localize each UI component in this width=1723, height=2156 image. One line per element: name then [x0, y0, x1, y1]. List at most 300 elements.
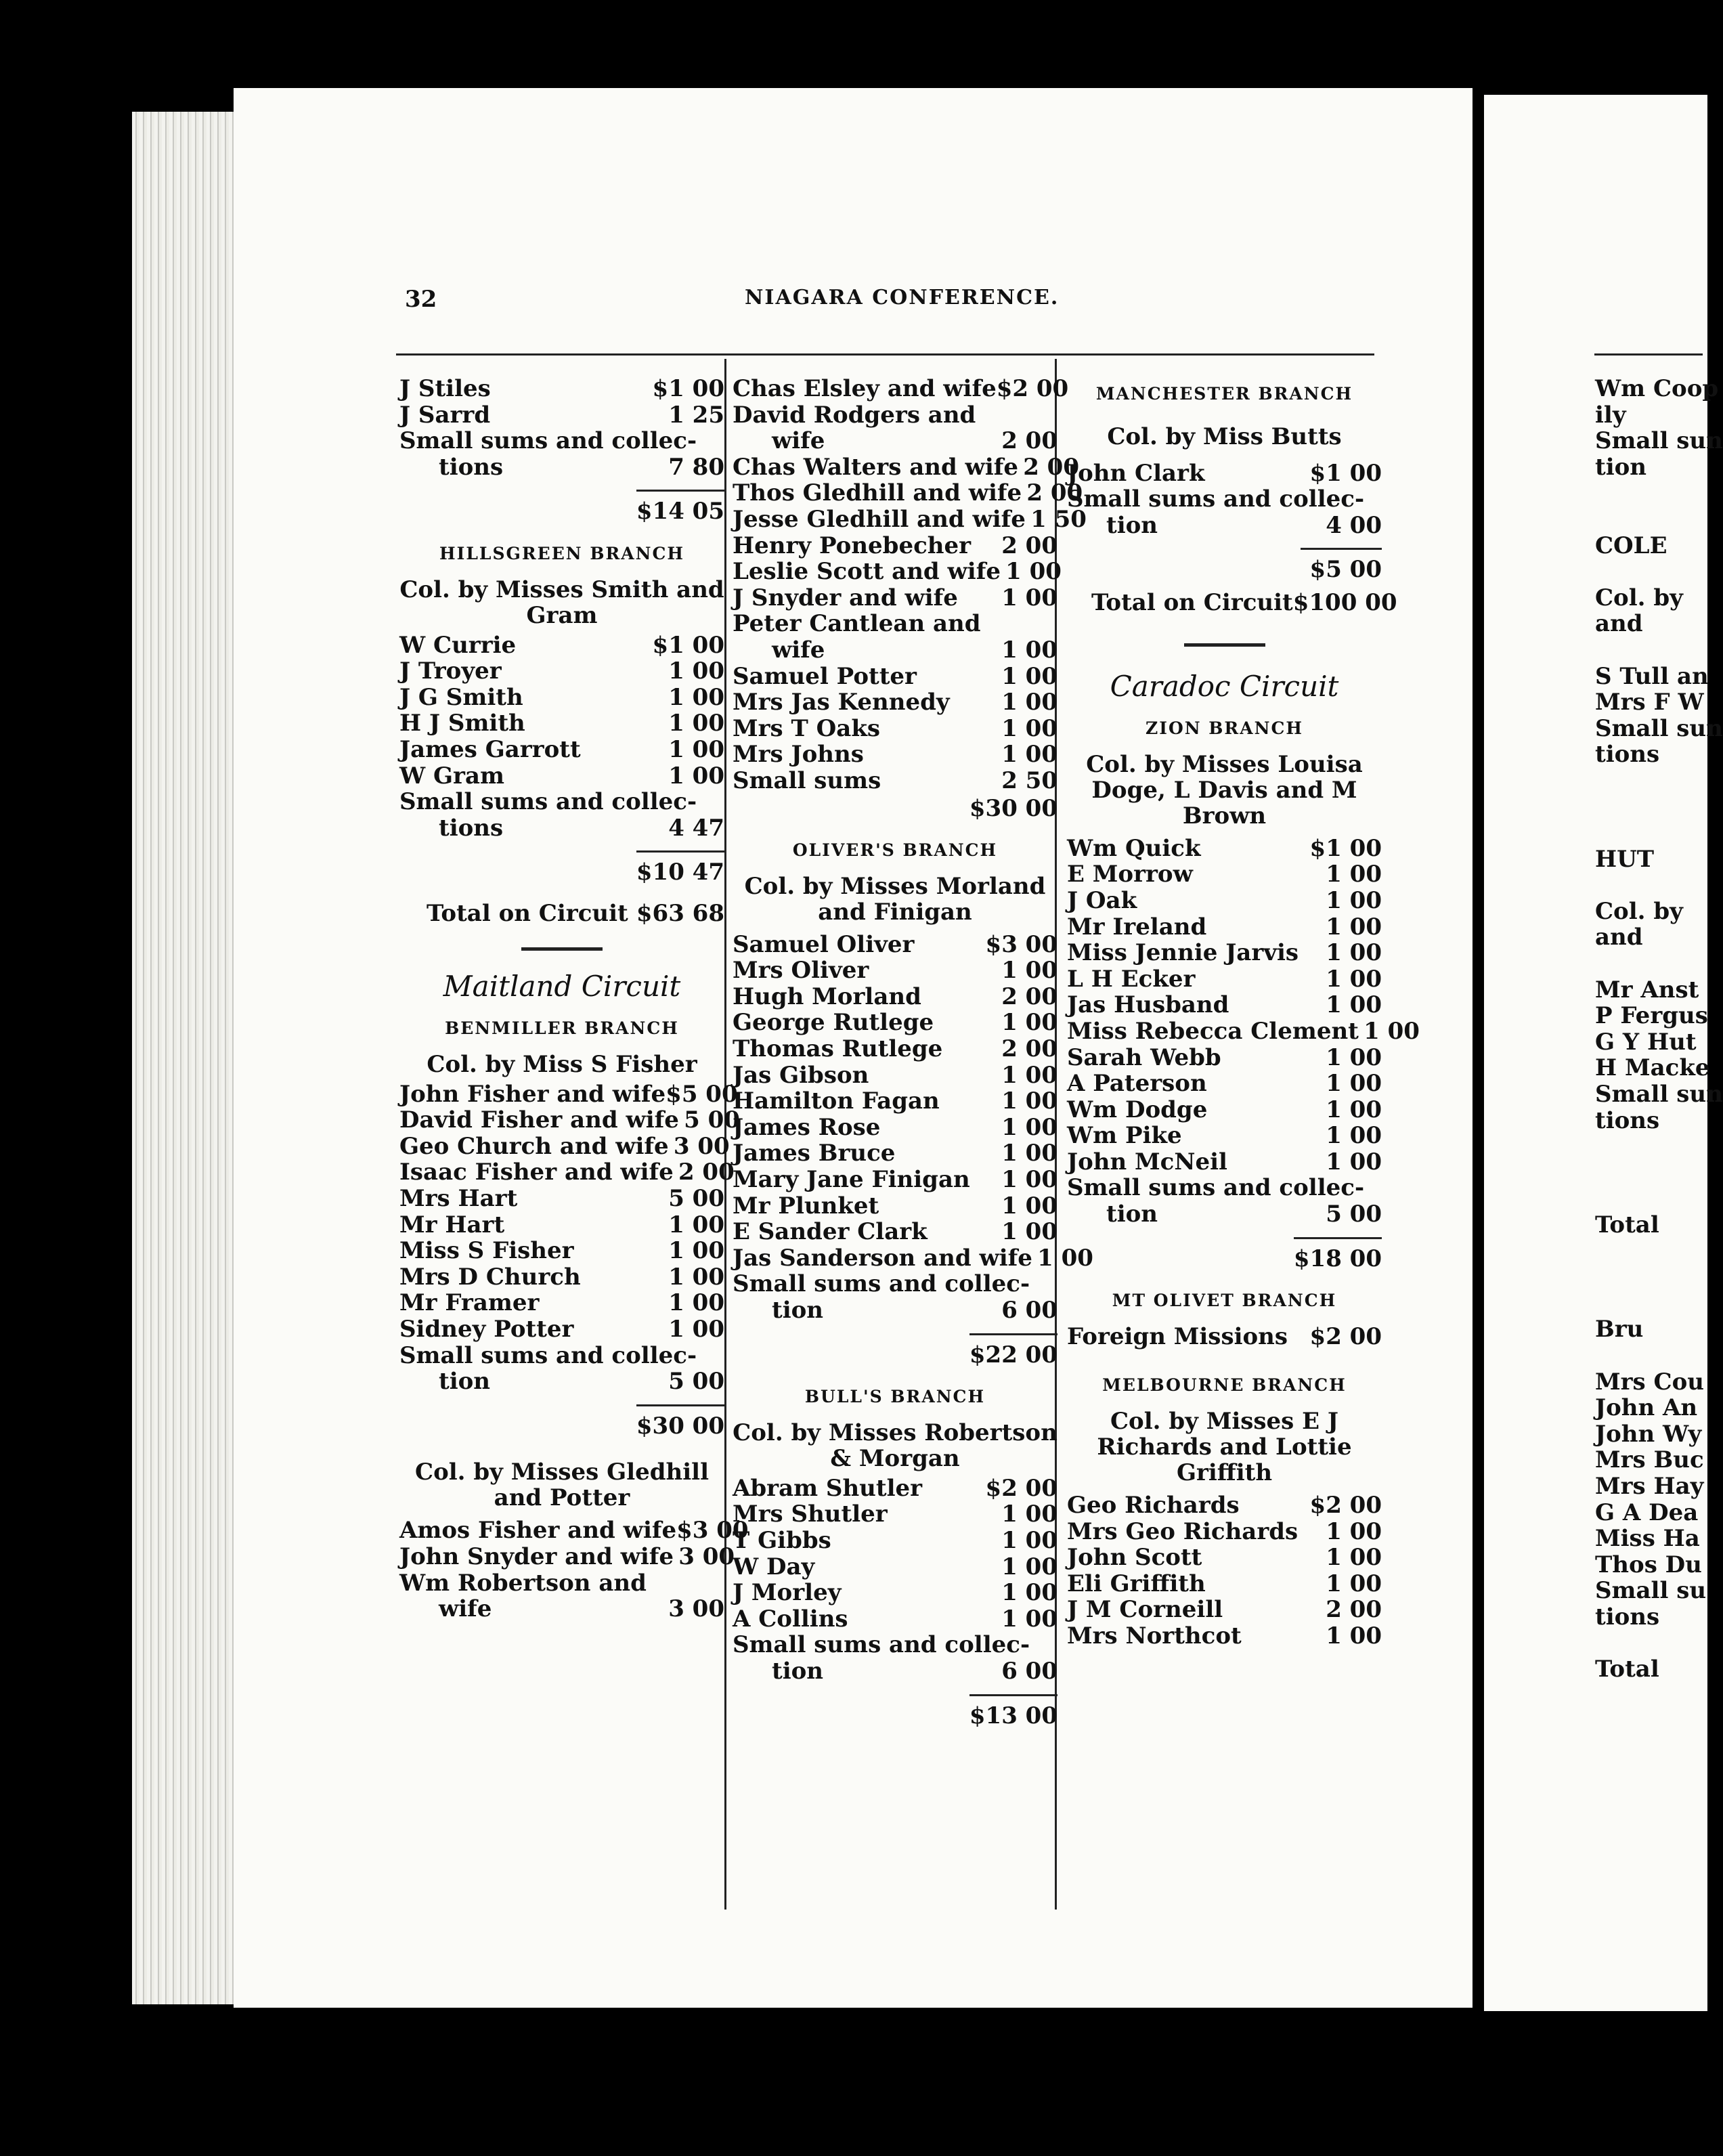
amount: 5 00 [1326, 1201, 1382, 1228]
donor-name: Mrs Jas Kennedy [733, 689, 950, 716]
fragment-line [1595, 1160, 1723, 1186]
donor-name: James Rose [733, 1113, 881, 1141]
ledger-row [1067, 1149, 1382, 1176]
amount: 3 00 [668, 1595, 724, 1623]
donor-name: Geo Church and wife [399, 1132, 669, 1160]
ledger-row [733, 1528, 1057, 1554]
ledger-row [733, 768, 1057, 794]
page-number: 32 [405, 286, 437, 313]
ledger-row [1067, 513, 1382, 539]
amount: 3 00 [673, 1132, 730, 1160]
ledger-row [1067, 1175, 1382, 1201]
donor-name: John Clark [1067, 459, 1205, 487]
amount: 2 00 [1001, 532, 1057, 559]
fragment-line: ily [1595, 401, 1626, 429]
donor-name: wife [772, 427, 825, 455]
donor-name: Small sums and collec- [733, 1631, 1030, 1659]
amount: 2 50 [1001, 767, 1057, 794]
amount: 4 47 [668, 814, 724, 842]
fragment-line: Small sun [1595, 714, 1723, 742]
ledger-row [1067, 1201, 1382, 1228]
fragment-line: tion [1595, 453, 1647, 481]
donor-name: tions [439, 814, 504, 842]
fragment-line: Mrs Buc [1595, 1446, 1704, 1474]
fragment-line: and [1595, 924, 1643, 951]
donor-name: John Snyder and wife [399, 1543, 674, 1570]
fragment-line [1595, 1631, 1723, 1657]
amount: 1 00 [668, 1211, 724, 1238]
branch-heading: BENMILLER BRANCH [445, 1018, 679, 1039]
donor-name: W Day [733, 1553, 815, 1580]
ledger-row [399, 1264, 724, 1291]
ledger-row [399, 1543, 735, 1570]
fragment-line: Mrs Cou [1595, 1368, 1704, 1396]
ledger-row [1067, 1071, 1382, 1097]
amount: 1 25 [668, 401, 724, 429]
ledger-row [733, 1658, 1057, 1685]
amount: 2 00 [678, 1159, 735, 1186]
donor-name: A Paterson [1067, 1070, 1207, 1098]
amount: $1 00 [652, 375, 724, 402]
fragment-line: Small sun [1595, 427, 1723, 455]
donor-name: Wm Quick [1067, 834, 1201, 862]
branch-heading: OLIVER'S BRANCH [792, 840, 998, 861]
ledger-row [399, 763, 724, 790]
amount: 1 00 [1001, 957, 1057, 985]
donor-name: Foreign Missions [1067, 1322, 1288, 1350]
donor-name: Small sums and collec- [399, 788, 697, 816]
donor-name: J G Smith [399, 683, 523, 711]
ledger-row [733, 453, 1079, 481]
donor-name: J Snyder and wife [733, 584, 958, 611]
amount: 6 00 [1001, 1297, 1057, 1324]
amount: $2 00 [996, 375, 1069, 402]
donor-name: Wm Dodge [1067, 1096, 1208, 1123]
subtotal: $14 05 [636, 490, 724, 525]
ledger-row [733, 957, 1057, 984]
amount [1364, 1175, 1425, 1201]
ledger-row [733, 1010, 1057, 1036]
fragment-line: Thos Du [1595, 1551, 1702, 1578]
amount: 2 00 [1001, 427, 1057, 455]
ledger-row [399, 710, 724, 737]
fragment-line [1595, 951, 1723, 977]
amount: 1 00 [1001, 714, 1057, 742]
amount: 1 00 [1001, 584, 1057, 611]
fragment-line: HUT [1595, 845, 1655, 873]
donor-name: Wm Robertson and [399, 1569, 647, 1597]
branch-heading: ZION BRANCH [1146, 718, 1303, 739]
amount: 1 00 [1001, 1526, 1057, 1554]
fragment-line: tions [1595, 1603, 1660, 1631]
donor-name: J Stiles [399, 375, 491, 402]
amount: 1 00 [1001, 1218, 1057, 1246]
donor-name: Miss S Fisher [399, 1237, 574, 1265]
donor-name: Eli Griffith [1067, 1570, 1206, 1597]
collectors-line: Col. by Misses Louisa Doge, L Davis and M Brown [1086, 750, 1363, 829]
amount: $2 00 [1309, 1322, 1382, 1350]
ledger-row [399, 1290, 724, 1316]
amount: 1 00 [1037, 1244, 1093, 1272]
donor-name: Mr Ireland [1067, 913, 1207, 941]
donor-name: J Morley [733, 1579, 842, 1607]
subtotal: $10 47 [636, 850, 724, 886]
circuit-total-label: Total on Circuit [427, 899, 628, 927]
circuit-heading: Caradoc Circuit [1110, 669, 1339, 703]
amount: 2 00 [1001, 1035, 1057, 1063]
donor-name: Mr Framer [399, 1289, 540, 1317]
branch-heading: BULL'S BRANCH [804, 1387, 986, 1407]
ledger-row [399, 1212, 724, 1238]
amount: 1 00 [1001, 689, 1057, 716]
amount: 1 00 [1326, 886, 1382, 914]
amount: 1 00 [1001, 1140, 1057, 1167]
amount: 1 00 [1326, 1544, 1382, 1572]
ledger-row [399, 1570, 724, 1597]
ledger-row [1067, 1519, 1382, 1545]
ledger-row [399, 1596, 724, 1622]
subtotal: $5 00 [1301, 548, 1382, 583]
ledger-row [733, 1167, 1057, 1193]
donor-name: Mr Plunket [733, 1192, 879, 1220]
amount: 1 00 [1326, 991, 1382, 1019]
amount: $3 00 [676, 1517, 749, 1545]
donor-name: tion [1106, 1201, 1158, 1228]
ledger-row [733, 1115, 1057, 1141]
ledger-row [399, 658, 724, 685]
fragment-line: P Fergus [1595, 1002, 1708, 1030]
ledger-row [399, 1238, 724, 1264]
amount: $2 00 [1309, 1492, 1382, 1519]
ledger-row [399, 1106, 740, 1134]
donor-name: Sarah Webb [1067, 1043, 1221, 1071]
ledger-row [399, 1316, 724, 1343]
ledger-row [733, 428, 1057, 454]
fragment-line [1595, 1343, 1723, 1369]
donor-name: Thos Gledhill and wife [733, 479, 1022, 507]
amount: 2 00 [1326, 1596, 1382, 1624]
amount: 1 00 [1001, 1605, 1057, 1633]
donor-name: J Sarrd [399, 401, 491, 429]
fragment-line [1595, 1186, 1723, 1212]
ledger-row [733, 689, 1057, 716]
ledger-row [1067, 1492, 1382, 1519]
fragment-line: Mr Anst [1595, 976, 1699, 1004]
circuit-total-row [1067, 588, 1397, 616]
donor-name: Jas Gibson [733, 1061, 869, 1089]
ledger-row [1067, 914, 1382, 941]
circuit-total-label: Total on Circuit [1091, 588, 1293, 616]
ledger-row [733, 932, 1057, 958]
collectors-line: Col. by Misses Smith and Gram [399, 576, 724, 629]
header-rule [396, 353, 1374, 355]
donor-name: Henry Ponebecher [733, 532, 972, 559]
section-separator [1184, 643, 1265, 647]
amount: 1 00 [1326, 1148, 1382, 1176]
donor-name: George Rutlege [733, 1009, 934, 1037]
amount: 3 00 [678, 1543, 735, 1570]
donor-name: Jas Husband [1067, 991, 1229, 1019]
donor-name: Chas Elsley and wife [733, 375, 997, 402]
amount: 1 00 [1001, 1553, 1057, 1580]
amount: 1 00 [1326, 1517, 1382, 1545]
amount: $1 00 [1309, 459, 1382, 487]
donor-name: E Sander Clark [733, 1218, 928, 1246]
ledger-row [399, 1368, 724, 1395]
donor-name: Small sums and collec- [733, 1270, 1030, 1298]
ledger-row [733, 1193, 1057, 1220]
subtotal: $30 00 [636, 1404, 724, 1440]
ledger-row [733, 1036, 1057, 1062]
donor-name: Peter Cantlean and [733, 610, 981, 638]
column-2 [733, 375, 1093, 1729]
fragment-line: Col. by [1595, 897, 1683, 925]
donor-name: Hugh Morland [733, 983, 921, 1010]
fragment-line: John Wy [1595, 1420, 1702, 1448]
amount [997, 402, 1057, 429]
ledger-row [399, 632, 724, 659]
donor-name: H J Smith [399, 710, 525, 737]
ledger-row [733, 1475, 1057, 1502]
amount: 1 00 [1326, 861, 1382, 888]
ledger-row [1067, 1597, 1382, 1623]
ledger-row [733, 1580, 1057, 1606]
donor-name: Small sums and collec- [1067, 486, 1365, 513]
donor-name: Mrs Johns [733, 741, 864, 769]
donor-name: tions [439, 453, 504, 481]
fragment-line: Col. by [1595, 584, 1683, 611]
ledger-row [1067, 486, 1382, 513]
amount: 1 00 [1001, 1087, 1057, 1115]
fragment-line: Miss Ha [1595, 1525, 1700, 1553]
amount: 2 00 [1026, 479, 1083, 507]
ledger-row [733, 533, 1057, 559]
ledger-row [1067, 1571, 1382, 1597]
fragment-line [1595, 872, 1723, 899]
amount: 1 00 [1001, 1579, 1057, 1607]
ledger-row [733, 505, 1087, 533]
collectors-line: Col. by Misses Morland and Finigan [744, 872, 1046, 926]
donor-name: Isaac Fisher and wife [399, 1159, 674, 1186]
ledger-row [1067, 1045, 1382, 1071]
fragment-line: tions [1595, 741, 1660, 769]
ledger-row [733, 1140, 1057, 1167]
donor-name: Mrs Oliver [733, 957, 869, 985]
donor-name: John McNeil [1067, 1148, 1227, 1176]
ledger-row [399, 1186, 724, 1212]
donor-name: Small sums and collec- [1067, 1174, 1365, 1202]
ledger-row [1067, 1017, 1420, 1045]
ledger-row [1067, 1623, 1382, 1650]
circuit-total-amount: $100 00 [1292, 588, 1397, 616]
amount: 2 00 [1001, 983, 1057, 1010]
ledger-row [733, 984, 1057, 1010]
fragment-line [1595, 820, 1723, 846]
book-page-edges [132, 112, 250, 2004]
fragment-line [1595, 1238, 1723, 1265]
amount: 1 00 [1326, 913, 1382, 941]
ledger-row [733, 1062, 1057, 1089]
fragment-line: G Y Hut [1595, 1028, 1697, 1056]
ledger-row [1067, 1545, 1382, 1571]
fragment-line [1595, 1134, 1723, 1160]
fragment-line [1595, 480, 1723, 506]
circuit-heading: Maitland Circuit [443, 969, 681, 1003]
amount: 5 00 [684, 1106, 740, 1134]
fragment-line: and [1595, 610, 1643, 638]
amount: 1 00 [668, 735, 724, 763]
amount: 1 00 [668, 657, 724, 685]
donor-name: Samuel Oliver [733, 930, 915, 958]
donor-name: Sidney Potter [399, 1316, 574, 1343]
donor-name: Abram Shutler [733, 1474, 923, 1502]
donor-name: James Garrott [399, 735, 581, 763]
amount: 1 00 [1326, 965, 1382, 993]
subtotal: $13 00 [969, 1694, 1057, 1729]
ledger-row [1067, 966, 1382, 993]
fragment-line [1595, 559, 1723, 585]
donor-name: Small sums [733, 767, 881, 794]
amount: 1 00 [1001, 662, 1057, 690]
amount: 1 00 [1001, 1113, 1057, 1141]
donor-name: Mrs Hart [399, 1185, 518, 1213]
donor-name: Chas Walters and wife [733, 453, 1018, 481]
amount: 1 00 [1326, 1570, 1382, 1597]
ledger-row [399, 1080, 738, 1108]
ledger-row [733, 1297, 1057, 1324]
ledger-row [733, 664, 1057, 690]
amount: 1 00 [1001, 1009, 1057, 1037]
ledger-row [1067, 1097, 1382, 1123]
donor-name: Jas Sanderson and wife [733, 1244, 1032, 1272]
donor-name: Mrs D Church [399, 1263, 581, 1291]
amount [997, 611, 1057, 637]
amount: $5 00 [666, 1080, 738, 1108]
donor-name: James Bruce [733, 1140, 896, 1167]
amount: 1 00 [668, 1263, 724, 1291]
donor-name: wife [439, 1595, 492, 1623]
donor-name: Mrs T Oaks [733, 714, 881, 742]
fragment-line: G A Dea [1595, 1499, 1699, 1526]
fragment-line [1595, 794, 1723, 821]
branch-heading: MELBOURNE BRANCH [1102, 1375, 1347, 1396]
branch-heading: MANCHESTER BRANCH [1095, 384, 1353, 404]
fragment-line: Mrs Hay [1595, 1472, 1704, 1500]
amount: $1 00 [1309, 834, 1382, 862]
donor-name: Samuel Potter [733, 662, 917, 690]
section-separator [521, 947, 603, 951]
ledger-row [733, 375, 1069, 402]
ledger-row [733, 1088, 1057, 1115]
amount: 1 00 [1001, 1192, 1057, 1220]
amount: $1 00 [652, 631, 724, 659]
ledger-row [399, 1517, 749, 1545]
ledger-row [1067, 940, 1382, 966]
ledger-row [733, 637, 1057, 664]
ledger-row [733, 1554, 1057, 1580]
collectors-line: Col. by Miss Butts [1107, 423, 1342, 450]
ledger-row [399, 402, 724, 429]
fragment-line: S Tull an [1595, 662, 1709, 690]
donor-name: Wm Pike [1067, 1122, 1182, 1150]
amount: 1 00 [1326, 1070, 1382, 1098]
fragment-line: Small su [1595, 1577, 1707, 1605]
amount: 5 00 [668, 1368, 724, 1396]
donor-name: Miss Jennie Jarvis [1067, 939, 1299, 967]
donor-name: W Gram [399, 762, 504, 790]
collectors-line: Col. by Misses Robertson & Morgan [733, 1419, 1057, 1472]
ledger-row [399, 789, 724, 815]
fragment-line: Mrs F W [1595, 689, 1704, 716]
ledger-row [399, 428, 724, 454]
fragment-line: Total [1595, 1656, 1659, 1683]
ledger-row [1067, 992, 1382, 1018]
ledger-row [1067, 888, 1382, 914]
amount: 1 00 [1326, 1622, 1382, 1650]
fragment-line: Small sun [1595, 1081, 1723, 1108]
ledger-row [733, 716, 1057, 742]
ledger-row [399, 685, 724, 711]
ledger-row [399, 815, 724, 842]
amount: 1 00 [1005, 558, 1062, 586]
ledger-row [399, 376, 724, 402]
column-1 [399, 375, 749, 1623]
amount: 1 00 [1001, 1501, 1057, 1528]
donor-name: John Fisher and wife [399, 1080, 666, 1108]
amount: 1 00 [1364, 1017, 1420, 1045]
circuit-total-row [399, 901, 724, 927]
donor-name: tion [772, 1657, 824, 1685]
facing-header-rule [1594, 353, 1703, 355]
donor-name: David Fisher and wife [399, 1106, 679, 1134]
branch-heading: HILLSGREEN BRANCH [439, 543, 684, 563]
donor-name: tion [1106, 511, 1158, 539]
amount: 1 00 [668, 683, 724, 711]
donor-name: John Scott [1067, 1544, 1202, 1572]
collectors-line: Col. by Miss S Fisher [427, 1050, 697, 1078]
amount: 2 00 [1023, 453, 1079, 481]
fragment-line: Bru [1595, 1316, 1644, 1343]
donor-name: J M Corneill [1067, 1596, 1223, 1624]
donor-name: Mrs Northcot [1067, 1622, 1242, 1650]
ledger-row [733, 1632, 1057, 1658]
donor-name: Small sums and collec- [399, 1341, 697, 1369]
ledger-row [733, 1219, 1057, 1245]
donor-name: tion [772, 1297, 824, 1324]
column-3 [1067, 376, 1420, 1650]
amount: 1 00 [1326, 1122, 1382, 1150]
amount: 1 00 [1326, 1043, 1382, 1071]
fragment-line: COLE [1595, 532, 1667, 559]
donor-name: T Gibbs [733, 1526, 831, 1554]
ledger-row [399, 1132, 730, 1160]
ledger-row [733, 741, 1057, 768]
amount: 1 00 [1001, 636, 1057, 664]
amount: 1 00 [1001, 741, 1057, 769]
donor-name: E Morrow [1067, 861, 1193, 888]
ledger-row [733, 1501, 1057, 1528]
fragment-line [1595, 506, 1723, 533]
ledger-row [1067, 1324, 1382, 1350]
amount [1364, 486, 1425, 513]
fragment-line: Wm Coop [1595, 375, 1719, 402]
ledger-row [399, 1159, 735, 1186]
amount: 1 00 [668, 1237, 724, 1265]
donor-name: J Troyer [399, 657, 502, 685]
amount [663, 1570, 724, 1597]
amount: 1 00 [1001, 1166, 1057, 1194]
donor-name: Mrs Shutler [733, 1501, 888, 1528]
